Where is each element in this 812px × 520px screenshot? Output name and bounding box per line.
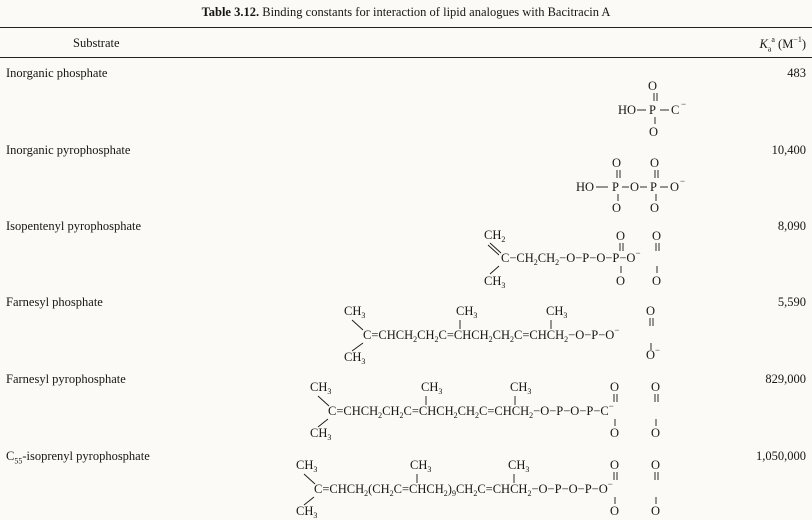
formula-atom-o-bottom: O [649, 125, 659, 139]
row-name-farnesyl-phosphate: Farnesyl phosphate [6, 295, 103, 309]
formula-farnesyl-pyrophosphate [310, 380, 660, 442]
formula-group-ch3-top: $CH_3$ [296, 458, 318, 474]
formula-main-chain: $C=CHCH_2(CH_2C=CHCH_2)_9CH_2C=CHCH_2-O-P-O-P-O^-$ [314, 479, 613, 498]
row-name-farnesyl-pyrophosphate: Farnesyl pyrophosphate [6, 372, 126, 386]
formula-atom-o1-top: O [610, 380, 620, 394]
formula-main-chain: $C=CHCH_2CH_2C=CHCH_2CH_2C=CHCH_2-O-P-O^-$ [363, 325, 620, 344]
formula-inorganic-pyrophosphate [576, 156, 685, 215]
formula-group-ch3: $CH_3$ [484, 274, 506, 290]
formula-atom-p2: P [650, 180, 657, 194]
row-ka-c55-isoprenyl-pyrophosphate: 1,050,000 [756, 449, 806, 463]
formula-atom-o-top: O [646, 304, 656, 318]
formula-group-ch3-mid: $CH_3$ [421, 380, 443, 396]
formula-group-ch3-right: $CH_3$ [510, 380, 532, 396]
row-name-inorganic-pyrophosphate: Inorganic pyrophosphate [6, 143, 131, 157]
formula-main-chain: $C-CH_2CH_2-O-P-O-P-O^-$ [501, 248, 641, 267]
formula-group-ch2-top: $CH_2$ [484, 228, 506, 244]
formula-farnesyl-phosphate [344, 304, 660, 366]
formula-atom-o-top: O [648, 79, 658, 93]
formula-group-ch3-top: $CH_3$ [344, 304, 366, 320]
formula-c55-isoprenyl-pyrophosphate [296, 458, 660, 520]
formula-inorganic-phosphate [618, 79, 686, 139]
table-number: Table 3.12. [201, 5, 260, 19]
formula-charge: − [681, 99, 687, 109]
ka-symbol: K [759, 37, 768, 52]
formula-group-ch3-bottom: $CH_3$ [344, 350, 366, 366]
formula-atom-o2-bottom: O [652, 274, 662, 288]
formula-atom-o2-top: O [651, 380, 661, 394]
ka-unit: (M [778, 37, 794, 52]
ka-superscript: a [771, 35, 775, 44]
formula-atom-o-bottom: O− [646, 345, 661, 362]
formula-atom-o-end: O [670, 180, 680, 194]
row-name-c55-rest: -isoprenyl pyrophosphate [22, 449, 150, 463]
column-header-substrate: Substrate [73, 36, 120, 50]
formula-atom-o2-bottom: O [651, 426, 661, 440]
row-ka-farnesyl-phosphate: 5,590 [777, 295, 806, 309]
formula-charge: − [680, 176, 686, 186]
formula-group-ho: HO [576, 180, 595, 194]
ka-unit-exponent: −1 [793, 35, 802, 44]
formula-group-ch3-mid: $CH_3$ [456, 304, 478, 320]
formula-atom-o1-bottom: O [610, 504, 620, 518]
formula-atom-o1-bottom: O [610, 426, 620, 440]
formula-atom-o2-top: O [651, 458, 661, 472]
formula-group-ch3-top: $CH_3$ [310, 380, 332, 396]
formula-group-ch3-bottom: $CH_3$ [310, 426, 332, 442]
table-caption-text: Binding constants for interaction of lipid analogues with Bacitracin A [262, 5, 611, 19]
formula-atom-o-bridge: O [630, 180, 640, 194]
row-ka-farnesyl-pyrophosphate: 829,000 [765, 372, 806, 386]
formula-atom-o1-top: O [610, 458, 620, 472]
formula-isopentenyl-pyrophosphate [484, 228, 661, 290]
row-ka-isopentenyl-pyrophosphate: 8,090 [777, 219, 806, 233]
formula-atom-o1-bottom: O [612, 201, 622, 215]
row-ka-inorganic-pyrophosphate: 10,400 [771, 143, 806, 157]
formula-group-ch3-right: $CH_3$ [546, 304, 568, 320]
row-ka-inorganic-phosphate: 483 [787, 66, 806, 80]
formula-atom-p: P [649, 103, 656, 117]
formula-atom-o2-top: O [652, 229, 662, 243]
formula-atom-o2-top: O [650, 156, 660, 170]
formula-atom-p1: P [612, 180, 619, 194]
formula-atom-terminal: C [671, 103, 680, 117]
formula-atom-o1-top: O [612, 156, 622, 170]
formula-atom-o2-bottom: O [651, 504, 661, 518]
row-name-isopentenyl-pyrophosphate: Isopentenyl pyrophosphate [6, 219, 142, 233]
ka-subscript: a [767, 44, 772, 54]
formula-group-ch3-right: $CH_3$ [508, 458, 530, 474]
formula-group-ch3-mid: $CH_3$ [410, 458, 432, 474]
formula-group-ho: HO [618, 103, 637, 117]
formula-group-ch3-bottom: $CH_3$ [296, 504, 318, 520]
formula-atom-o1-top: O [616, 229, 626, 243]
row-name-inorganic-phosphate: Inorganic phosphate [6, 66, 108, 80]
row-name-c55-main: C [6, 449, 15, 463]
formula-main-chain: $C=CHCH_2CH_2C=CHCH_2CH_2C=CHCH_2-O-P-O-P-C^-$ [328, 401, 614, 420]
row-name-c55-subscript: 55 [14, 456, 23, 466]
formula-atom-o1-bottom: O [616, 274, 626, 288]
formula-atom-o2-bottom: O [650, 201, 660, 215]
ka-unit-close: ) [801, 37, 806, 52]
